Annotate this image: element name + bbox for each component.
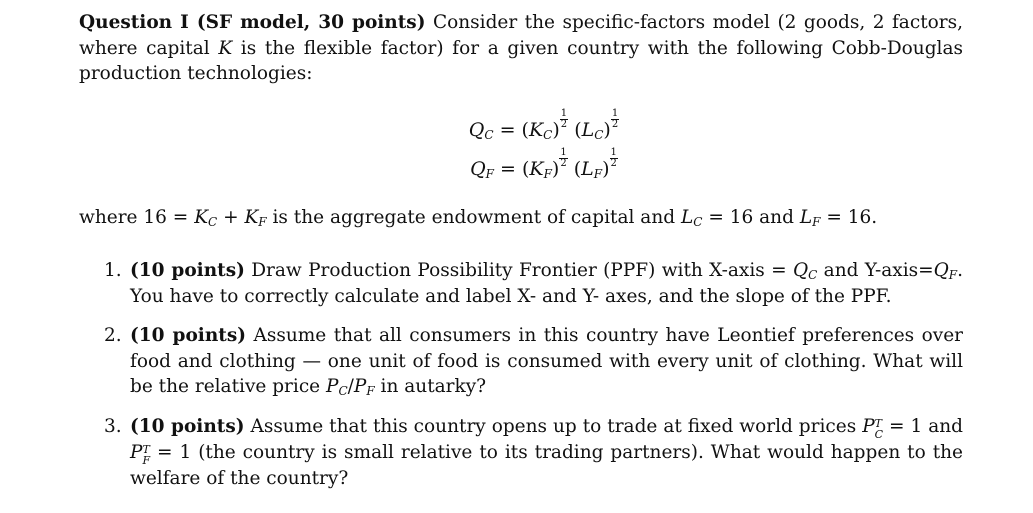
equation-food: $Q_F = (K_F)$ $\frac{1}{2}$ $(L_F)$ $\frac{1}{2}$	[470, 146, 617, 181]
endowment-statement: where $16 = K_C + K_F$ is the aggregate endowment of capital and $L_C = 16$ and $L_F = 16$.	[79, 206, 878, 229]
item-text: (10 points) Draw Production Possibility Frontier (PPF) with X-axis = $Q_C$ and $Y-axis=Q_F$. You have to correctly calculate and label X- and Y- axes, and the slope of the PPF.	[130, 260, 963, 307]
equation-clothing: $Q_C = (K_C)$ $\frac{1}{2}$ $(L_C)$ $\frac{1}{2}$	[468, 107, 619, 142]
sub-question-1	[79, 258, 963, 309]
item-number: 1.	[104, 260, 122, 281]
sub-question-3	[79, 414, 963, 492]
exponent-fraction: $\frac{1}{2}$	[611, 107, 619, 130]
intro-text-a: Consider the specific-factors model (2 goods, 2 factors, where capital	[79, 12, 963, 59]
item-number: 3.	[104, 415, 122, 437]
sub-question-2	[79, 323, 963, 400]
var-capital: K	[218, 37, 233, 59]
question-title: Question I (SF model, 30 points)	[79, 12, 426, 33]
production-equations	[79, 109, 963, 187]
exponent-fraction: $\frac{1}{2}$	[560, 107, 568, 130]
exponent-fraction: $\frac{1}{2}$	[560, 146, 567, 169]
exponent-fraction: $\frac{1}{2}$	[610, 146, 617, 169]
item-points: (10 points)	[130, 325, 246, 346]
question-intro	[79, 10, 963, 87]
item-text: (10 points) Assume that this country opens up to trade at fixed world prices P T C = 1 and P T F = 1 (the country is small relative to its trading partners). What would happen to the welfare of the country?	[130, 415, 964, 489]
intro-text-b: is the flexible factor) for a given country with the following Cobb-Douglas production technologies:	[79, 37, 963, 84]
item-points: (10 points)	[130, 415, 245, 437]
sub-question-list	[79, 258, 963, 491]
item-number: 2.	[104, 325, 122, 346]
item-text: (10 points) Assume that all consumers in this country have Leontief preferences over food and clothing — one unit of food is consumed with every unit of clothing. What will be the relative price $P_C/P_F$ in autarky?	[130, 325, 964, 398]
item-points: (10 points)	[130, 260, 245, 281]
